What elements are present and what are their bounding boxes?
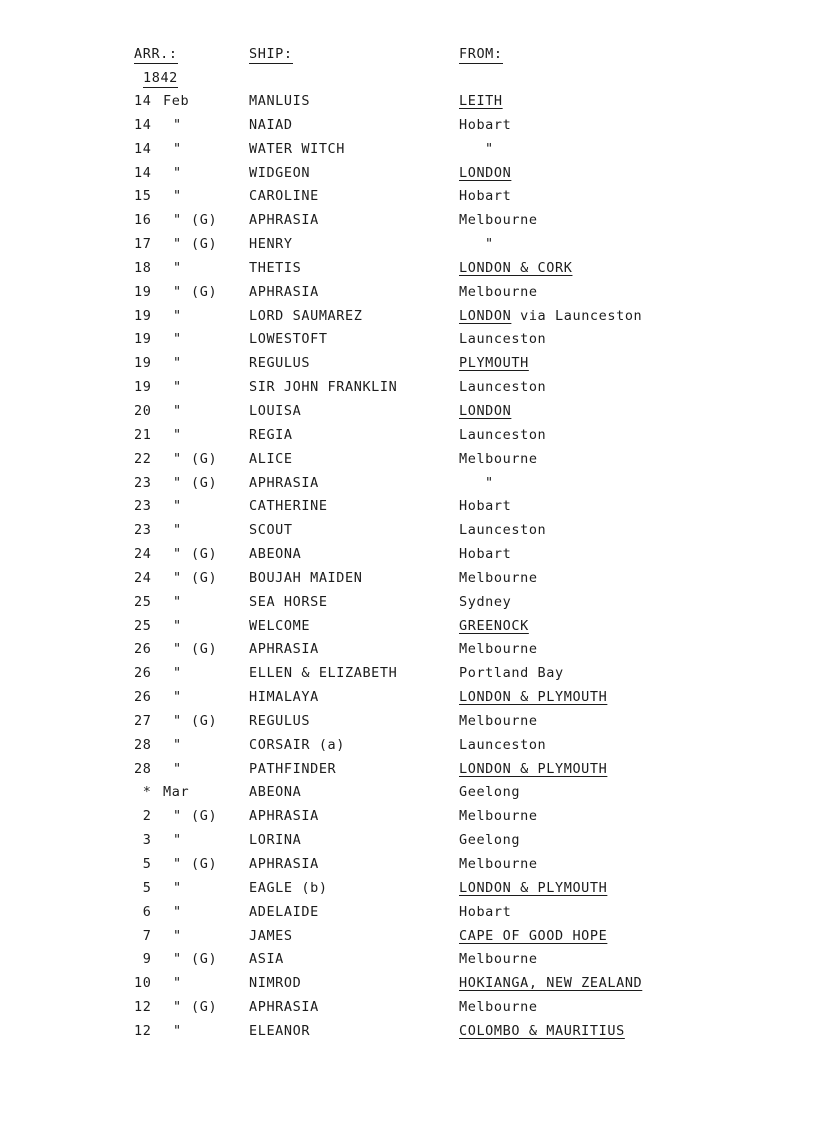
departure-port <box>459 139 816 159</box>
arrival-day: 14 <box>134 116 152 133</box>
departure-port <box>459 997 799 1017</box>
table-row <box>0 91 816 115</box>
ship-name: APHRASIA <box>249 212 319 229</box>
ship-name: ELEANOR <box>249 1022 311 1039</box>
arrival-month: " <box>173 307 182 324</box>
arrival-day: 18 <box>134 259 152 276</box>
table-row <box>0 687 816 711</box>
arrival-day: 19 <box>134 307 152 324</box>
table-row <box>0 258 816 282</box>
arrival-day: 5 <box>134 879 152 896</box>
ship-name: LOUISA <box>249 402 302 419</box>
ship-name: CATHERINE <box>249 498 328 515</box>
departure-port <box>459 639 799 659</box>
ship-name: EAGLE (b) <box>249 879 328 896</box>
departure-port-text: Melbourne <box>459 951 538 968</box>
table-row <box>0 878 816 902</box>
government-marker: (G) <box>191 951 218 968</box>
ship-name: SIR JOHN FRANKLIN <box>249 379 398 396</box>
table-row <box>0 401 816 425</box>
departure-port-text: Melbourne <box>459 712 538 729</box>
ship-name: HENRY <box>249 236 293 253</box>
ship-name: ABEONA <box>249 784 302 801</box>
arrival-day: 2 <box>134 808 152 825</box>
table-row <box>0 163 816 187</box>
ship-name: LORD SAUMAREZ <box>249 307 363 324</box>
year-label: 1842 <box>143 70 178 86</box>
ship-name: REGULUS <box>249 712 311 729</box>
table-row <box>0 544 816 568</box>
arrival-day: 14 <box>134 164 152 181</box>
arrival-month: " <box>173 498 182 515</box>
departure-port-overseas: LONDON & PLYMOUTH <box>459 760 608 777</box>
departure-port <box>459 735 799 755</box>
arrival-day: 14 <box>134 93 152 109</box>
arrival-day: 28 <box>134 760 152 777</box>
arrival-day: 23 <box>134 498 152 515</box>
government-marker: (G) <box>191 856 218 872</box>
arrival-day: 9 <box>134 951 152 968</box>
arrival-day: 19 <box>134 355 152 372</box>
departure-port <box>459 926 799 946</box>
table-row <box>0 306 816 330</box>
departure-port <box>459 115 799 135</box>
arrival-day: 21 <box>134 426 152 443</box>
ship-name: PATHFINDER <box>249 760 337 777</box>
arrival-month: " <box>173 140 182 157</box>
arrival-month: " <box>173 1022 182 1039</box>
table-row <box>0 1021 816 1045</box>
departure-port-text: " <box>485 140 494 157</box>
arrival-month: " <box>173 569 182 586</box>
arrival-month: " <box>173 617 182 634</box>
arrival-month: " <box>173 236 182 253</box>
arrival-day: 25 <box>134 593 152 610</box>
arrival-day: 25 <box>134 617 152 634</box>
departure-port-text: Sydney <box>459 593 512 610</box>
arrival-month: " <box>173 212 182 229</box>
departure-port-text: Launceston <box>459 736 547 753</box>
arrival-month: " <box>173 522 182 539</box>
table-row <box>0 711 816 735</box>
departure-port <box>459 329 799 349</box>
arrival-month: " <box>173 259 182 276</box>
arrival-month: " <box>173 856 182 872</box>
arrival-day: 26 <box>134 641 152 658</box>
departure-port <box>459 544 799 564</box>
table-row <box>0 115 816 139</box>
table-row <box>0 520 816 544</box>
arrival-day: 26 <box>134 665 152 682</box>
departure-port-overseas: HOKIANGA, NEW ZEALAND <box>459 975 643 992</box>
departure-port-text: " <box>485 474 494 491</box>
arrival-day: 28 <box>134 736 152 753</box>
ship-name: MANLUIS <box>249 93 311 109</box>
header-ship: SHIP: <box>249 46 293 62</box>
table-row <box>0 329 816 353</box>
departure-port-text: Launceston <box>459 331 547 348</box>
ship-name: HIMALAYA <box>249 689 319 706</box>
table-row <box>0 997 816 1021</box>
arrival-day: 10 <box>134 975 152 992</box>
departure-port-text: Hobart <box>459 116 512 133</box>
table-row <box>0 926 816 950</box>
arrival-month: " <box>173 402 182 419</box>
arrival-day: 14 <box>134 140 152 157</box>
departure-port-overseas: COLOMBO & MAURITIUS <box>459 1022 625 1039</box>
departure-port <box>459 425 799 445</box>
government-marker: (G) <box>191 641 218 658</box>
departure-port-overseas: LONDON <box>459 307 512 324</box>
departure-port-text: Launceston <box>459 426 547 443</box>
table-row <box>0 902 816 926</box>
departure-port <box>459 353 799 373</box>
arrival-day: 26 <box>134 689 152 706</box>
government-marker: (G) <box>191 236 218 253</box>
arrival-day: 24 <box>134 569 152 586</box>
arrival-month: " <box>173 951 182 968</box>
departure-port <box>459 782 799 802</box>
departure-port <box>459 568 799 588</box>
departure-port-text: via Launceston <box>511 307 643 324</box>
table-row <box>0 377 816 401</box>
arrival-month: " <box>173 975 182 992</box>
ship-name: REGIA <box>249 426 293 443</box>
arrival-month: " <box>173 689 182 706</box>
arrival-day: 17 <box>134 236 152 253</box>
arrival-day: 27 <box>134 712 152 729</box>
departure-port-text: Melbourne <box>459 856 538 872</box>
ship-name: APHRASIA <box>249 808 319 825</box>
departure-port <box>459 234 816 254</box>
departure-port-overseas: LONDON & PLYMOUTH <box>459 879 608 896</box>
government-marker: (G) <box>191 569 218 586</box>
ship-name: ELLEN & ELIZABETH <box>249 665 398 682</box>
ship-name: ASIA <box>249 951 284 968</box>
departure-port <box>459 949 799 969</box>
departure-port <box>459 616 799 636</box>
arrival-month: " <box>173 903 182 920</box>
arrival-month: " <box>173 999 182 1016</box>
table-row <box>0 830 816 854</box>
table-row <box>0 592 816 616</box>
table-row <box>0 663 816 687</box>
departure-port-overseas: GREENOCK <box>459 617 529 634</box>
arrival-day: 19 <box>134 379 152 396</box>
departure-port <box>459 806 799 826</box>
table-row <box>0 568 816 592</box>
arrival-day: 12 <box>134 1022 152 1039</box>
departure-port-text: Melbourne <box>459 569 538 586</box>
departure-port <box>459 902 799 922</box>
arrival-month: " <box>173 879 182 896</box>
government-marker: (G) <box>191 450 218 467</box>
header-arrival: ARR.: <box>134 46 178 62</box>
departure-port-text: Melbourne <box>459 808 538 825</box>
departure-port-text: Melbourne <box>459 283 538 300</box>
arrival-month: " <box>173 641 182 658</box>
government-marker: (G) <box>191 712 218 729</box>
arrival-month: Feb <box>163 93 190 109</box>
departure-port <box>459 1021 799 1041</box>
departure-port <box>459 91 799 111</box>
arrival-day: 23 <box>134 522 152 539</box>
ship-name: SCOUT <box>249 522 293 539</box>
arrival-day: 15 <box>134 188 152 205</box>
table-row <box>0 782 816 806</box>
table-row <box>0 473 816 497</box>
departure-port-overseas: LONDON & CORK <box>459 259 573 276</box>
departure-port-text: Hobart <box>459 498 512 515</box>
arrival-month: " <box>173 593 182 610</box>
departure-port <box>459 210 799 230</box>
departure-port-overseas: CAPE OF GOOD HOPE <box>459 927 608 944</box>
table-row <box>0 949 816 973</box>
departure-port <box>459 663 799 683</box>
ship-name: CAROLINE <box>249 188 319 205</box>
departure-port-text: Hobart <box>459 546 512 563</box>
header-from: FROM: <box>459 46 503 62</box>
ship-name: NAIAD <box>249 116 293 133</box>
departure-port-text: Launceston <box>459 522 547 539</box>
table-row <box>0 616 816 640</box>
arrival-month: " <box>173 426 182 443</box>
column-headers <box>0 45 816 69</box>
ship-name: APHRASIA <box>249 641 319 658</box>
ship-name: APHRASIA <box>249 856 319 872</box>
arrival-month: " <box>173 927 182 944</box>
arrival-day: 16 <box>134 212 152 229</box>
table-row <box>0 210 816 234</box>
arrival-month: " <box>173 736 182 753</box>
arrival-day: 22 <box>134 450 152 467</box>
arrival-day: 19 <box>134 331 152 348</box>
arrival-month: " <box>173 450 182 467</box>
arrival-month: " <box>173 665 182 682</box>
arrival-month: Mar <box>163 784 190 801</box>
arrival-day: 20 <box>134 402 152 419</box>
ship-name: LOWESTOFT <box>249 331 328 348</box>
arrival-day: 19 <box>134 283 152 300</box>
departure-port <box>459 830 799 850</box>
ship-name: WATER WITCH <box>249 140 346 157</box>
departure-port-text: Melbourne <box>459 212 538 229</box>
arrival-day: 23 <box>134 474 152 491</box>
government-marker: (G) <box>191 474 218 491</box>
departure-port-text: Melbourne <box>459 999 538 1016</box>
departure-port-text: Geelong <box>459 832 521 849</box>
departure-port-text: Melbourne <box>459 450 538 467</box>
table-row <box>0 186 816 210</box>
government-marker: (G) <box>191 212 218 229</box>
arrival-day: 24 <box>134 546 152 563</box>
table-row <box>0 735 816 759</box>
ship-name: ALICE <box>249 450 293 467</box>
departure-port <box>459 759 799 779</box>
arrivals-table <box>0 91 816 1045</box>
government-marker: (G) <box>191 546 218 563</box>
arrival-month: " <box>173 808 182 825</box>
departure-port <box>459 711 799 731</box>
departure-port <box>459 186 799 206</box>
arrival-month: " <box>173 474 182 491</box>
government-marker: (G) <box>191 999 218 1016</box>
ship-name: NIMROD <box>249 975 302 992</box>
departure-port-overseas: LEITH <box>459 93 503 109</box>
departure-port <box>459 401 799 421</box>
departure-port-overseas: LONDON <box>459 164 512 181</box>
table-row <box>0 973 816 997</box>
departure-port <box>459 878 799 898</box>
departure-port-overseas: PLYMOUTH <box>459 355 529 372</box>
ship-name: APHRASIA <box>249 283 319 300</box>
arrival-month: " <box>173 379 182 396</box>
arrival-day: 6 <box>134 903 152 920</box>
arrival-month: " <box>173 116 182 133</box>
table-row <box>0 353 816 377</box>
ship-name: CORSAIR (a) <box>249 736 346 753</box>
ship-name: BOUJAH MAIDEN <box>249 569 363 586</box>
government-marker: (G) <box>191 283 218 300</box>
ship-name: ADELAIDE <box>249 903 319 920</box>
arrival-month: " <box>173 188 182 205</box>
departure-port-overseas: LONDON & PLYMOUTH <box>459 689 608 706</box>
departure-port <box>459 449 799 469</box>
arrival-day: 5 <box>134 856 152 872</box>
ship-name: JAMES <box>249 927 293 944</box>
departure-port-overseas: LONDON <box>459 402 512 419</box>
ship-name: LORINA <box>249 832 302 849</box>
departure-port <box>459 377 799 397</box>
table-row <box>0 759 816 783</box>
departure-port-text: Launceston <box>459 379 547 396</box>
departure-port <box>459 854 799 874</box>
departure-port <box>459 592 799 612</box>
table-row <box>0 449 816 473</box>
ship-name: WIDGEON <box>249 164 311 181</box>
departure-port-text: Hobart <box>459 903 512 920</box>
table-row <box>0 139 816 163</box>
departure-port <box>459 306 799 326</box>
departure-port <box>459 473 816 493</box>
departure-port-text: Melbourne <box>459 641 538 658</box>
arrival-month: " <box>173 546 182 563</box>
table-row <box>0 425 816 449</box>
arrival-day: 3 <box>134 832 152 849</box>
ship-name: REGULUS <box>249 355 311 372</box>
arrival-month: " <box>173 355 182 372</box>
ship-name: SEA HORSE <box>249 593 328 610</box>
arrival-month: " <box>173 164 182 181</box>
arrival-month: " <box>173 283 182 300</box>
departure-port-text: " <box>485 236 494 253</box>
arrival-month: " <box>173 712 182 729</box>
arrival-month: " <box>173 760 182 777</box>
departure-port <box>459 282 799 302</box>
government-marker: (G) <box>191 808 218 825</box>
departure-port <box>459 163 799 183</box>
ship-name: APHRASIA <box>249 999 319 1016</box>
arrival-day: 7 <box>134 927 152 944</box>
departure-port <box>459 973 799 993</box>
ship-name: APHRASIA <box>249 474 319 491</box>
table-row <box>0 234 816 258</box>
ship-name: WELCOME <box>249 617 311 634</box>
table-row <box>0 806 816 830</box>
table-row <box>0 854 816 878</box>
table-row <box>0 282 816 306</box>
table-row <box>0 496 816 520</box>
departure-port <box>459 258 799 278</box>
departure-port-text: Hobart <box>459 188 512 205</box>
arrival-day: * <box>134 784 152 801</box>
table-row <box>0 639 816 663</box>
ship-name: ABEONA <box>249 546 302 563</box>
departure-port <box>459 687 799 707</box>
departure-port-text: Portland Bay <box>459 665 564 682</box>
arrival-month: " <box>173 832 182 849</box>
arrival-month: " <box>173 331 182 348</box>
departure-port-text: Geelong <box>459 784 521 801</box>
arrival-day: 12 <box>134 999 152 1016</box>
departure-port <box>459 496 799 516</box>
ship-name: THETIS <box>249 259 302 276</box>
departure-port <box>459 520 799 540</box>
